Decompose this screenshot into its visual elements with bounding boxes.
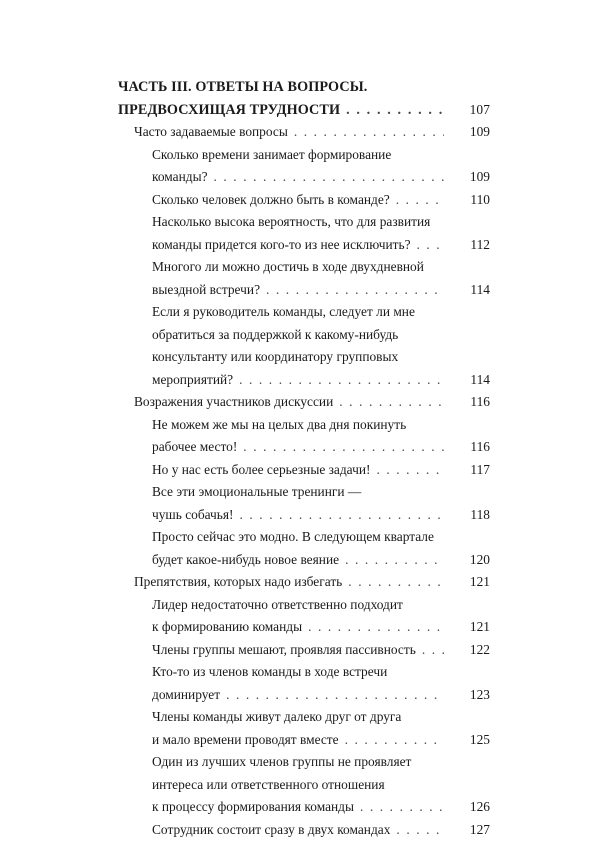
toc-entry-line: [118, 774, 490, 797]
page-number: 114: [450, 279, 490, 302]
toc-entry-line: [118, 211, 490, 234]
page-number: 127: [450, 819, 490, 841]
toc-entry: [118, 369, 490, 392]
entry-text: Многого ли можно достичь в ходе двухдневной: [152, 259, 424, 274]
toc-entry: [118, 639, 490, 662]
toc-entry: [118, 684, 490, 707]
entry-text: и мало времени проводят вместе: [152, 729, 339, 752]
page-number: 116: [450, 436, 490, 459]
part-title: [118, 76, 490, 99]
toc-entry-line: [118, 526, 490, 549]
toc-entry: [118, 549, 490, 572]
toc-section-entry: [118, 121, 490, 144]
page-number: 125: [450, 729, 490, 752]
dot-leader: [417, 234, 444, 257]
toc-entry-line: [118, 481, 490, 504]
entry-text: мероприятий?: [152, 369, 233, 392]
page-number: 107: [450, 99, 490, 122]
toc-entry: [118, 459, 490, 482]
toc-entry-line: [118, 324, 490, 347]
toc-entry: [118, 279, 490, 302]
toc-section-entry: [118, 391, 490, 414]
toc-entry-line: [118, 661, 490, 684]
page-number: 121: [450, 571, 490, 594]
toc-entry: [118, 166, 490, 189]
entry-text: команды?: [152, 166, 208, 189]
toc-entry-line: [118, 751, 490, 774]
entry-text: Кто-то из членов команды в ходе встречи: [152, 664, 387, 679]
entry-text: Лидер недостаточно ответственно подходит: [152, 597, 403, 612]
toc-entry: [118, 819, 490, 841]
dot-leader: [376, 459, 444, 482]
dot-leader: [345, 549, 444, 572]
toc-entry: [118, 189, 490, 212]
section-title: Возражения участников дискуссии: [134, 391, 333, 414]
page-number: 117: [450, 459, 490, 482]
entry-text: интереса или ответственного отношения: [152, 777, 385, 792]
page-number: 116: [450, 391, 490, 414]
toc-entry-line: [118, 144, 490, 167]
part-title-line: ЧАСТЬ III. ОТВЕТЫ НА ВОПРОСЫ.: [118, 79, 367, 95]
toc-entry: [118, 436, 490, 459]
toc-entry: [118, 729, 490, 752]
page-number: 114: [450, 369, 490, 392]
section-title: Препятствия, которых надо избегать: [134, 571, 342, 594]
dot-leader: [345, 729, 444, 752]
entry-text: будет какое-нибудь новое веяние: [152, 549, 339, 572]
page-number: 123: [450, 684, 490, 707]
toc-entry: [118, 504, 490, 527]
dot-leader: [396, 819, 444, 841]
dot-leader: [226, 684, 444, 707]
dot-leader: [422, 639, 444, 662]
page-number: 109: [450, 121, 490, 144]
entry-text: чушь собачья!: [152, 504, 234, 527]
toc-entry-line: [118, 256, 490, 279]
dot-leader: [294, 121, 444, 144]
entry-text: Сотрудник состоит сразу в двух командах: [152, 819, 390, 841]
dot-leader: [243, 436, 444, 459]
dot-leader: [346, 99, 444, 122]
entry-text: Не можем же мы на целых два дня покинуть: [152, 417, 406, 432]
toc-entry: [118, 796, 490, 819]
dot-leader: [339, 391, 444, 414]
dot-leader: [239, 369, 444, 392]
entry-text: рабочее место!: [152, 436, 237, 459]
entry-text: к формированию команды: [152, 616, 302, 639]
dot-leader: [396, 189, 444, 212]
entry-text: доминирует: [152, 684, 220, 707]
entry-text: Все эти эмоциональные тренинги —: [152, 484, 361, 499]
entry-text: Но у нас есть более серьезные задачи!: [152, 459, 370, 482]
toc-entry: [118, 616, 490, 639]
toc-entry-line: [118, 346, 490, 369]
part-title-line: ПРЕДВОСХИЩАЯ ТРУДНОСТИ: [118, 99, 340, 122]
entry-text: к процессу формирования команды: [152, 796, 354, 819]
part-title-entry: [118, 99, 490, 122]
entry-text: обратиться за поддержкой к какому-нибудь: [152, 327, 398, 342]
entry-text: Сколько времени занимает формирование: [152, 147, 391, 162]
dot-leader: [360, 796, 444, 819]
dot-leader: [308, 616, 444, 639]
toc-entry-line: [118, 594, 490, 617]
toc-entry: [118, 234, 490, 257]
page-number: 110: [450, 189, 490, 212]
page-number: 112: [450, 234, 490, 257]
section-title: Часто задаваемые вопросы: [134, 121, 288, 144]
page-number: 118: [450, 504, 490, 527]
entry-text: Сколько человек должно быть в команде?: [152, 189, 390, 212]
entry-text: Члены группы мешают, проявляя пассивность: [152, 639, 416, 662]
entry-text: консультанту или координатору групповых: [152, 349, 398, 364]
entry-text: команды придется кого-то из нее исключить?: [152, 234, 411, 257]
toc-entry-line: [118, 706, 490, 729]
entry-text: Если я руководитель команды, следует ли мне: [152, 304, 415, 319]
page-number: 126: [450, 796, 490, 819]
page-number: 121: [450, 616, 490, 639]
toc-entry-line: [118, 414, 490, 437]
table-of-contents: [118, 76, 490, 841]
entry-text: Члены команды живут далеко друг от друга: [152, 709, 401, 724]
dot-leader: [214, 166, 444, 189]
page-number: 109: [450, 166, 490, 189]
toc-section-entry: [118, 571, 490, 594]
page-number: 120: [450, 549, 490, 572]
dot-leader: [266, 279, 444, 302]
entry-text: Один из лучших членов группы не проявляет: [152, 754, 411, 769]
dot-leader: [240, 504, 444, 527]
toc-entry-line: [118, 301, 490, 324]
dot-leader: [348, 571, 444, 594]
entry-text: выездной встречи?: [152, 279, 260, 302]
entry-text: Насколько высока вероятность, что для развития: [152, 214, 430, 229]
entry-text: Просто сейчас это модно. В следующем квартале: [152, 529, 434, 544]
page-number: 122: [450, 639, 490, 662]
